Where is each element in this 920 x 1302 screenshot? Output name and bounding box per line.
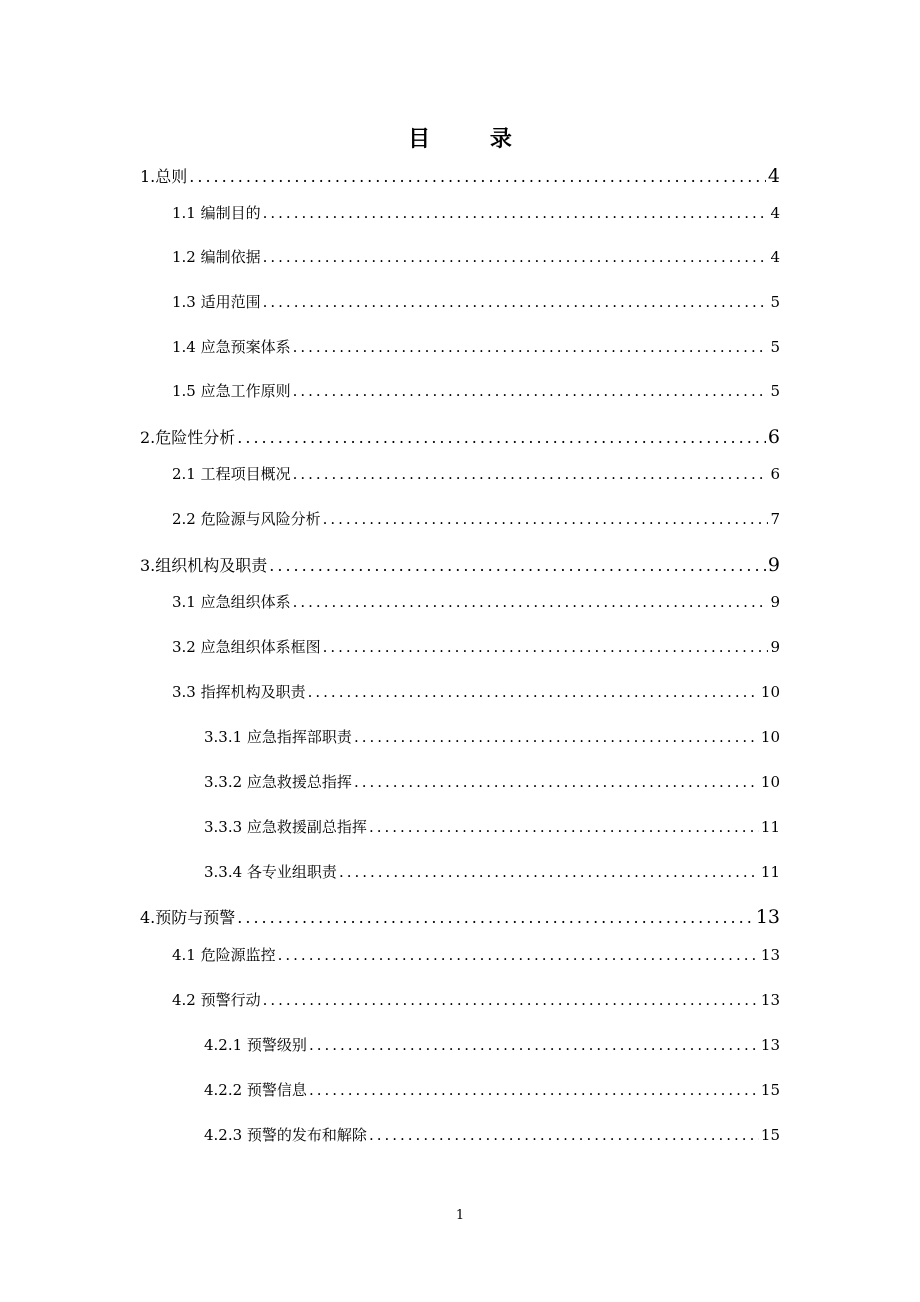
leader-dots [263, 991, 759, 1009]
toc-entry[interactable] [204, 816, 780, 837]
toc-entry[interactable] [204, 1124, 780, 1145]
toc-entry-label: 1.4 应急预案体系 [172, 338, 291, 356]
toc-entry-label: 4.2.1 预警级别 [204, 1036, 307, 1054]
leader-dots [278, 946, 759, 964]
toc-entry[interactable] [140, 164, 780, 187]
toc-entry-label: 1.3 适用范围 [172, 293, 261, 311]
toc-entry-label: 3.3 指挥机构及职责 [172, 683, 306, 701]
toc-entry-label: 3.3.1 应急指挥部职责 [204, 728, 352, 746]
toc-entry-page: 11 [760, 863, 780, 881]
leader-dots [354, 728, 759, 746]
toc-entry[interactable] [172, 989, 780, 1010]
toc-entry[interactable] [204, 771, 780, 792]
leader-dots [369, 818, 759, 836]
toc-entry-page: 13 [760, 946, 780, 964]
toc-entry[interactable] [204, 1034, 780, 1055]
toc-entry-page: 6 [770, 465, 780, 483]
toc-entry[interactable] [172, 291, 780, 312]
toc-entry-page: 10 [760, 728, 780, 746]
toc-entry-label: 2.1 工程项目概况 [172, 465, 291, 483]
toc-entry-label: 1.2 编制依据 [172, 248, 261, 266]
leader-dots [269, 556, 766, 575]
toc-entry-label: 3.3.2 应急救援总指挥 [204, 773, 352, 791]
leader-dots [293, 593, 769, 611]
toc-entry-label: 3.1 应急组织体系 [172, 593, 291, 611]
toc-entry-label: 2.2 危险源与风险分析 [172, 510, 321, 528]
leader-dots [369, 1126, 759, 1144]
toc-entry-page: 15 [760, 1126, 780, 1144]
toc-title: 目 录 [408, 126, 538, 152]
toc-entry-label: 4.预防与预警 [140, 908, 236, 927]
toc-entry-label: 3.2 应急组织体系框图 [172, 638, 321, 656]
leader-dots [323, 638, 769, 656]
leader-dots [309, 1036, 759, 1054]
toc-entry-page: 11 [760, 818, 780, 836]
toc-entry-page: 10 [760, 683, 780, 701]
leader-dots [308, 683, 759, 701]
leader-dots [237, 908, 754, 927]
toc-entry[interactable] [172, 202, 780, 223]
toc-entry-label: 4.2.3 预警的发布和解除 [204, 1126, 367, 1144]
toc-entry-label: 3.组织机构及职责 [140, 556, 268, 575]
toc-entry-page: 5 [770, 293, 780, 311]
toc-entry-label: 1.5 应急工作原则 [172, 382, 291, 400]
toc-entry[interactable] [172, 463, 780, 484]
toc-entry-label: 3.3.3 应急救援副总指挥 [204, 818, 367, 836]
leader-dots [293, 338, 769, 356]
leader-dots [189, 167, 766, 186]
toc-entry[interactable] [172, 246, 780, 267]
toc-entry-page: 5 [770, 382, 780, 400]
leader-dots [263, 204, 769, 222]
toc-entry-label: 3.3.4 各专业组职责 [204, 863, 337, 881]
toc-entry[interactable] [172, 591, 780, 612]
toc-entry-label: 4.2.2 预警信息 [204, 1081, 307, 1099]
leader-dots [293, 465, 769, 483]
toc-entry[interactable] [172, 636, 780, 657]
toc-entry-page: 13 [760, 991, 780, 1009]
toc-entry[interactable] [204, 861, 780, 882]
toc-entry-page: 9 [770, 638, 780, 656]
toc-entry-page: 13 [760, 1036, 780, 1054]
toc-entry-label: 4.1 危险源监控 [172, 946, 276, 964]
toc-entry[interactable] [172, 508, 780, 529]
toc-entry-label: 2.危险性分析 [140, 428, 236, 447]
toc-entry-page: 9 [770, 593, 780, 611]
toc-entry[interactable] [140, 425, 780, 448]
toc-entry[interactable] [172, 944, 780, 965]
toc-entry[interactable] [204, 1079, 780, 1100]
leader-dots [237, 428, 766, 447]
toc-entry[interactable] [140, 905, 780, 928]
leader-dots [339, 863, 759, 881]
leader-dots [263, 248, 769, 266]
toc-entry-page: 6 [767, 426, 780, 448]
toc-entry-page: 9 [767, 554, 780, 576]
toc-entry-page: 7 [770, 510, 780, 528]
toc-entry-page: 4 [770, 248, 780, 266]
toc-entry-page: 4 [770, 204, 780, 222]
leader-dots [293, 382, 769, 400]
toc-entry-page: 4 [767, 165, 780, 187]
toc-entry-label: 1.总则 [140, 167, 188, 186]
toc-entry[interactable] [172, 681, 780, 702]
toc-entry[interactable] [140, 553, 780, 576]
toc-entry[interactable] [172, 336, 780, 357]
page-number: 1 [455, 1208, 465, 1223]
toc-entry-page: 13 [755, 906, 780, 928]
leader-dots [354, 773, 759, 791]
leader-dots [263, 293, 769, 311]
leader-dots [309, 1081, 759, 1099]
toc-entry-label: 1.1 编制目的 [172, 204, 261, 222]
toc-entry[interactable] [204, 726, 780, 747]
toc-entry-label: 4.2 预警行动 [172, 991, 261, 1009]
toc-entry-page: 10 [760, 773, 780, 791]
toc-entry-page: 5 [770, 338, 780, 356]
leader-dots [323, 510, 769, 528]
toc-entry[interactable] [172, 380, 780, 401]
toc-entry-page: 15 [760, 1081, 780, 1099]
